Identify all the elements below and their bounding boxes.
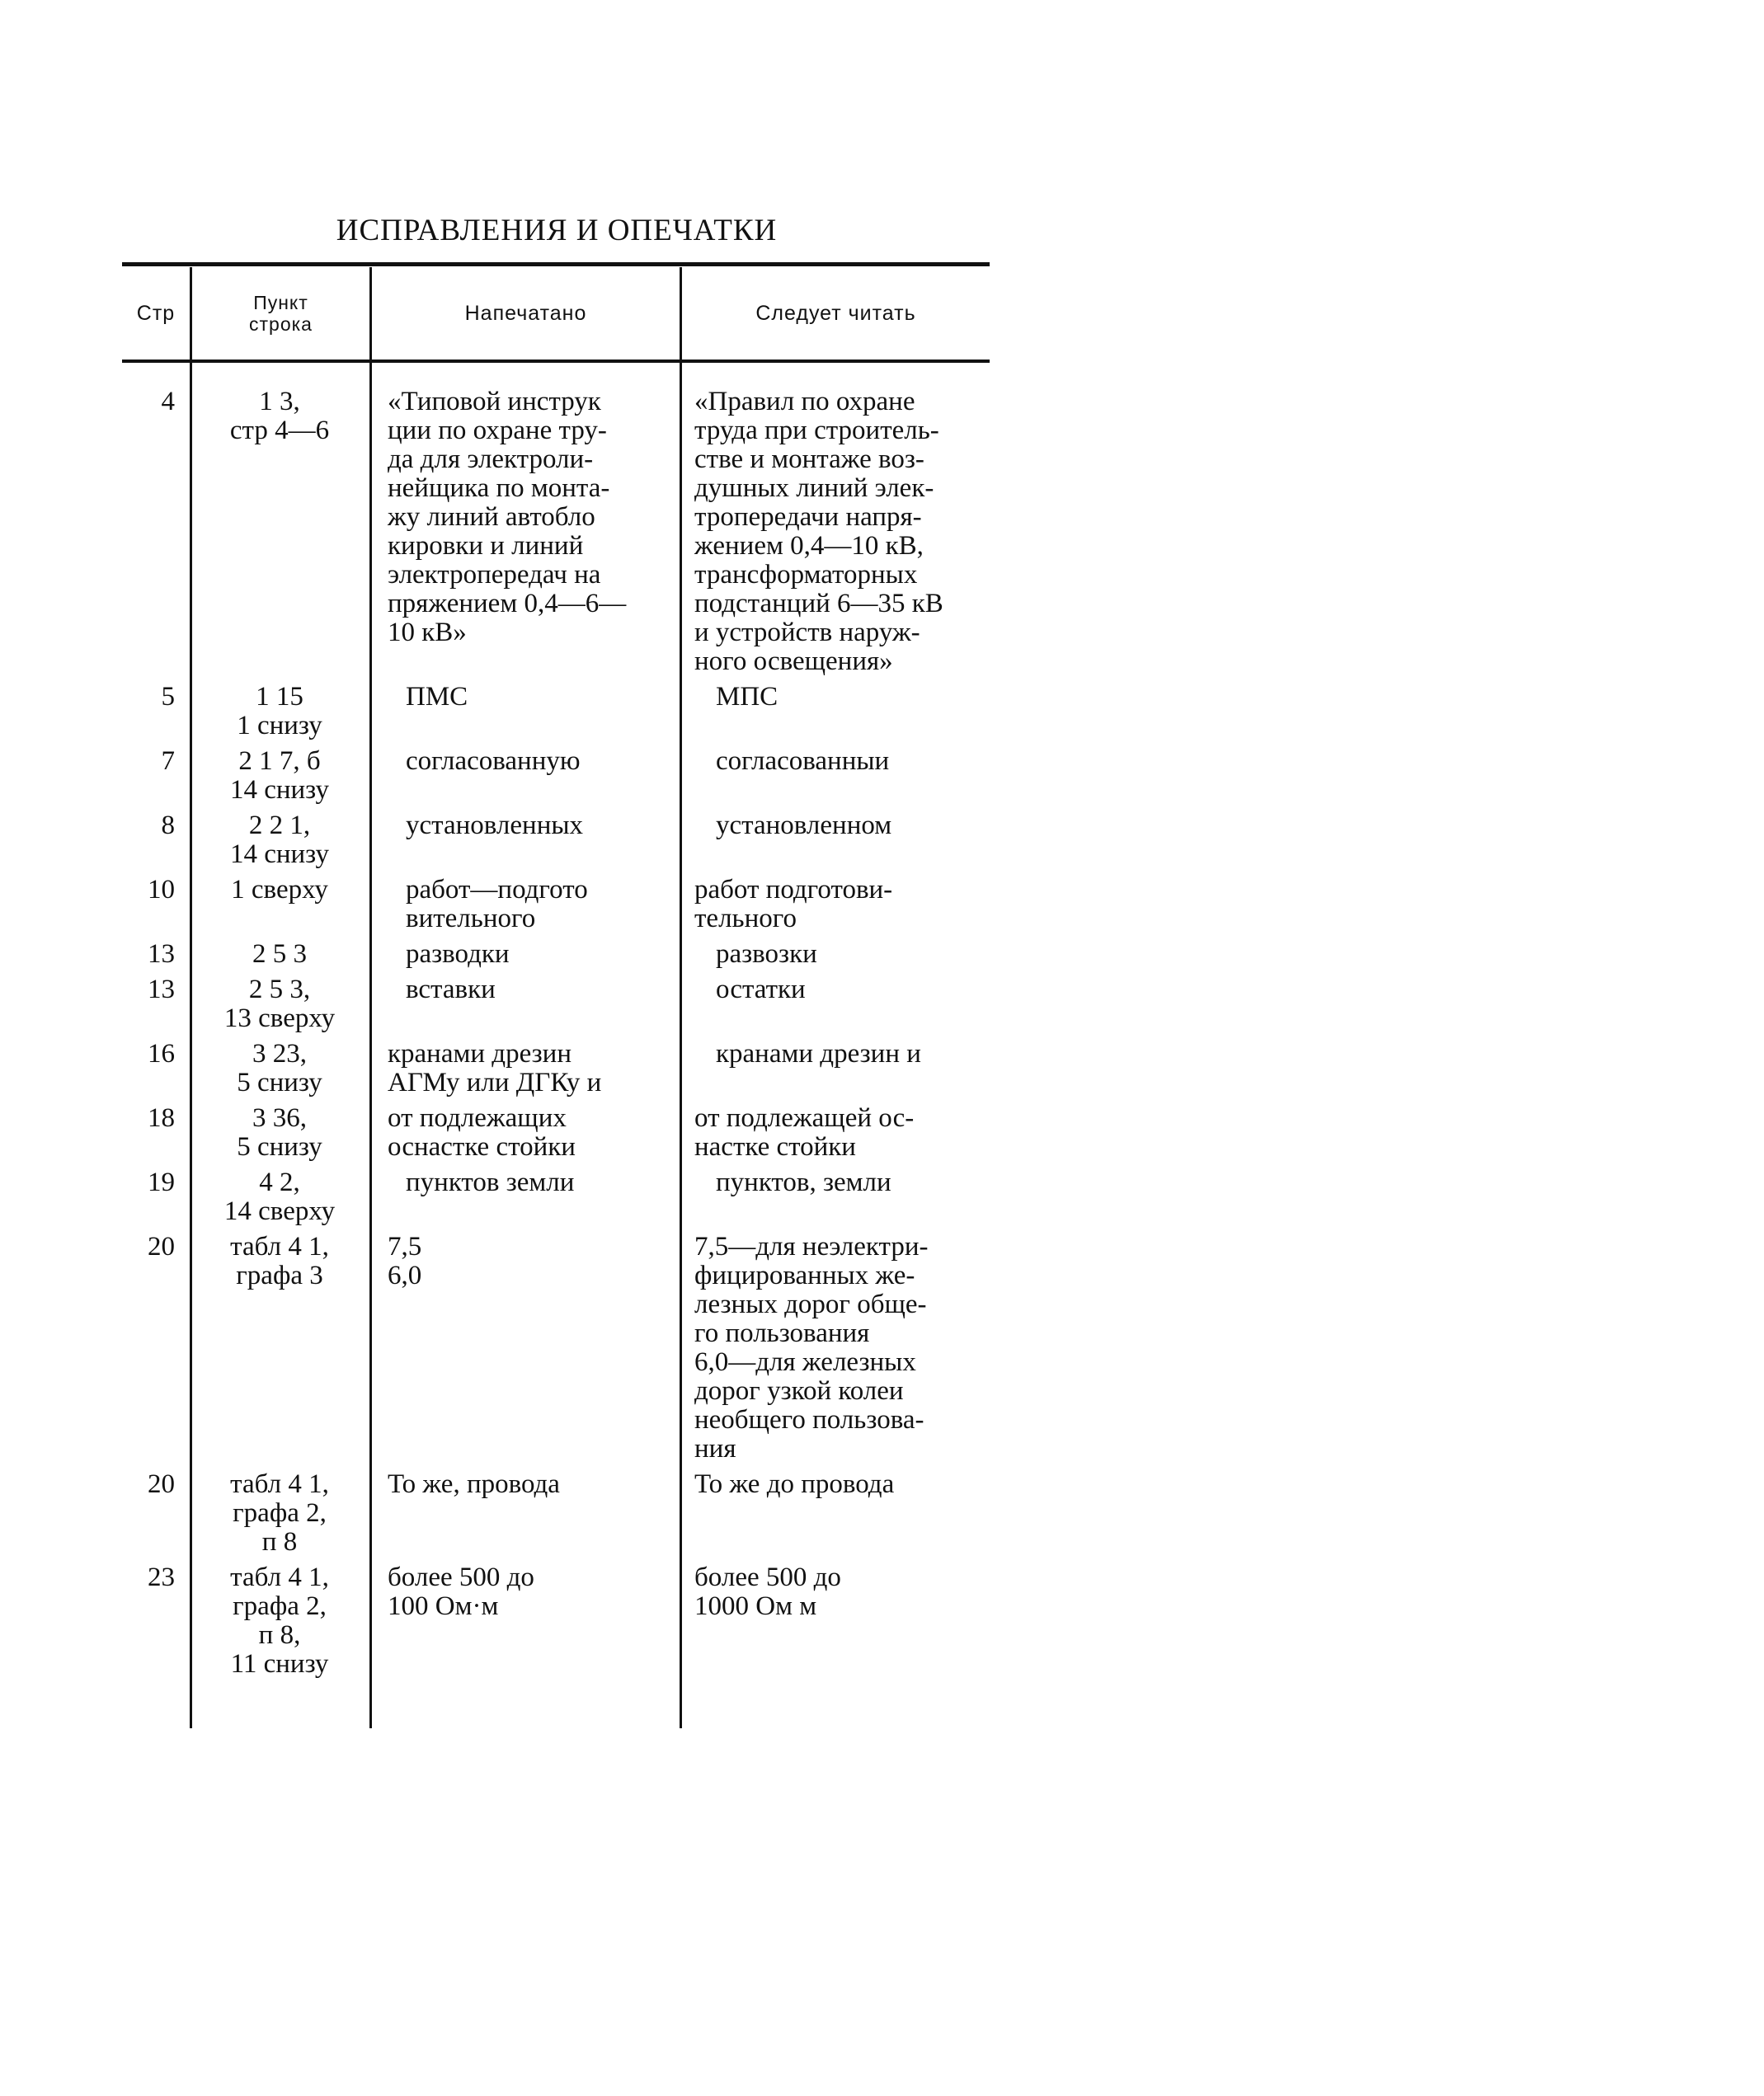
table-body xyxy=(122,388,990,1685)
page-title: ИСПРАВЛЕНИЯ И ОПЕЧАТКИ xyxy=(336,214,778,247)
cell-correct: согласованныи xyxy=(716,746,890,776)
header-correct: Следует читать xyxy=(755,302,916,325)
table-row xyxy=(122,388,990,676)
table-row xyxy=(122,1104,990,1162)
cell-printed: вставки xyxy=(406,975,496,1004)
cell-page: 13 xyxy=(148,939,175,969)
cell-item: 2 1 7, б 14 снизу xyxy=(229,746,330,805)
cell-page: 8 xyxy=(161,811,175,840)
cell-item: 4 2, 14 сверху xyxy=(223,1168,336,1226)
cell-correct: более 500 до 1000 Ом м xyxy=(694,1563,841,1621)
cell-correct: То же до провода xyxy=(694,1469,895,1499)
cell-item: табл 4 1, графа 2, п 8, 11 снизу xyxy=(230,1563,329,1679)
table-row xyxy=(122,1168,990,1226)
cell-item: 2 5 3, 13 сверху xyxy=(223,975,336,1033)
cell-correct: установленном xyxy=(716,811,892,840)
cell-printed: 7,5 6,0 xyxy=(388,1232,422,1290)
cell-printed: от подлежащих оснастке стойки xyxy=(388,1103,576,1162)
table-row xyxy=(122,1040,990,1097)
header-page: Стр xyxy=(136,302,176,325)
cell-printed: более 500 до 100 Ом·м xyxy=(388,1563,534,1621)
table-row xyxy=(122,747,990,805)
cell-item: 2 5 3 xyxy=(252,939,307,969)
cell-item: 1 15 1 снизу xyxy=(237,682,322,740)
cell-printed: разводки xyxy=(406,939,510,969)
cell-correct: «Правил по охране труда при строитель- стве и монтаже воз- душных линий элек- тропередачи напря- жением 0,4—10 кВ, трансформаторных подстанций 6—35 кВ и устройств наруж- ного освещения» xyxy=(694,387,943,676)
cell-correct: работ подготови- тельного xyxy=(694,875,893,933)
cell-item: 2 2 1, 14 снизу xyxy=(229,811,330,869)
cell-printed: согласованную xyxy=(406,746,581,776)
table-row xyxy=(122,975,990,1033)
cell-page: 10 xyxy=(148,875,175,905)
table-row xyxy=(122,1470,990,1557)
table-row xyxy=(122,1563,990,1679)
cell-page: 7 xyxy=(161,746,175,776)
cell-printed: работ—подгото вительного xyxy=(406,875,588,933)
cell-page: 4 xyxy=(161,387,175,416)
header-item: Пункт строка xyxy=(249,292,313,335)
cell-page: 19 xyxy=(148,1168,175,1197)
cell-printed: ПМС xyxy=(406,682,468,712)
cell-correct: от подлежащей ос- настке стойки xyxy=(694,1103,915,1162)
cell-page: 23 xyxy=(148,1563,175,1592)
cell-correct: развозки xyxy=(716,939,817,969)
cell-correct: пунктов, земли xyxy=(716,1168,891,1197)
cell-printed: «Типовой инструк ции по охране тру- да для электроли- нейщика по монта- жу линий автобло кировки и линий электропередач на пряжением 0,4—6— 10 кВ» xyxy=(388,387,627,647)
header-printed: Напечатано xyxy=(464,302,587,325)
cell-item: 1 3, стр 4—6 xyxy=(229,387,330,445)
table-row xyxy=(122,811,990,869)
table-row xyxy=(122,683,990,740)
cell-printed: То же, провода xyxy=(388,1469,560,1499)
cell-item: 3 36, 5 снизу xyxy=(237,1103,322,1162)
cell-item: табл 4 1, графа 3 xyxy=(230,1232,329,1290)
cell-correct: МПС xyxy=(716,682,779,712)
cell-item: 3 23, 5 снизу xyxy=(237,1039,322,1097)
cell-item: 1 сверху xyxy=(231,875,328,905)
cell-item: табл 4 1, графа 2, п 8 xyxy=(230,1469,329,1557)
cell-printed: установленных xyxy=(406,811,584,840)
cell-page: 16 xyxy=(148,1039,175,1069)
cell-correct: остатки xyxy=(716,975,806,1004)
table-row xyxy=(122,1233,990,1464)
cell-page: 5 xyxy=(161,682,175,712)
cell-printed: пунктов земли xyxy=(406,1168,575,1197)
header-bottom-rule xyxy=(122,360,990,363)
cell-page: 13 xyxy=(148,975,175,1004)
cell-page: 20 xyxy=(148,1232,175,1262)
cell-printed: кранами дрезин АГМу или ДГКу и xyxy=(388,1039,602,1097)
table-row xyxy=(122,940,990,969)
table-top-rule xyxy=(122,262,990,266)
table-row xyxy=(122,876,990,933)
cell-page: 20 xyxy=(148,1469,175,1499)
cell-correct: 7,5—для неэлектри- фицированных же- лезных дорог обще- го пользования 6,0—для железных дорог узкой колеи необщего пользова- ния xyxy=(694,1232,929,1464)
cell-correct: кранами дрезин и xyxy=(716,1039,921,1069)
cell-page: 18 xyxy=(148,1103,175,1133)
